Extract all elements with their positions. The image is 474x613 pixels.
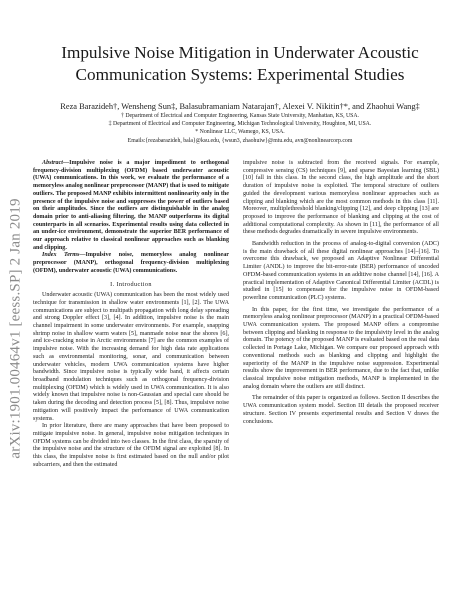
abstract-label: Abstract [42, 160, 63, 166]
arxiv-id-text: arXiv:1901.00464v1 [eess.SP] 2 Jan 2019 [7, 198, 24, 459]
right-column [243, 160, 439, 426]
author-emails: Emails:{rezabarazideh, bala}@ksu.edu, {wsun3, zhaohuiw}@mtu.edu, avn@nonlinearcorp.com [127, 138, 353, 144]
affiliation-nonlinear: * Nonlinear LLC, Wamego, KS, USA. [195, 129, 285, 135]
author-list: Reza Barazideh†, Wensheng Sun‡, Balasubramaniam Natarajan†, Alexei V. Nikitin†*, and Zhaohui Wang‡ [60, 102, 420, 111]
title-line-1: Impulsive Noise Mitigation in Underwater Acoustic [61, 43, 419, 62]
right-paragraph-1: impulsive noise is subtracted from the received signals. For example, compressive sensing (CS) techniques [9], and sparse Bayesian learning (SBL) [10] fall in this class. In the second class, the high amplitude and the short duration of impulsive noise is exploited. The temporal structure of outliers guided the development various memoryless nonlinear approaches such as clipping and blanking which are the most common methods in this class [11]. Moreover, multiplethreshold blanking/clipping [12], and deep clipping [13] are proposed to improve the performance of blanking and clipping at the cost of additional computational complexity. As shown in [11], the performance of all these methods degrades dramatically in severe impulsive environments. [243, 160, 439, 236]
paper-title [30, 42, 450, 86]
affiliation-mtu: ‡ Department of Electrical and Computer Engineering, Michigan Technological University, Houghton, MI, USA. [108, 121, 372, 127]
left-column [33, 160, 229, 469]
index-terms [33, 252, 229, 275]
index-terms-label: Index Terms [42, 252, 80, 259]
title-line-2: Communication Systems: Experimental Studies [75, 65, 405, 84]
arxiv-identifier [6, 190, 26, 470]
abstract [33, 160, 229, 252]
right-paragraph-3: In this paper, for the first time, we investigate the performance of a memoryless analog nonlinear preprocessor (MANP) in a practical OFDM-based UWA communication system. The proposed MANP offers a compromise between clipping and blanking in response to the impulsivity level in the analog domain. The potency of the proposed MANP is evaluated based on the real data collected in Portage Lake, Michigan. We compare our proposed approach with conventional methods such as blanking and clipping and highlight the superiority of the MANP in the impulsive noise suppression. Experimental results show the improvement in BER performance, due to the fact that, unlike classical impulsive noise mitigation methods, MANP is implemented in the analog domain where the outliers are still distinct. [243, 306, 439, 390]
right-paragraph-2: Bandwidth reduction in the process of analog-to-digital conversion (ADC) is the main drawback of all these digital nonlinear approaches [14]–[16]. To overcome this drawback, we proposed an Adaptive Nonlinear Differential Limiter (ANDL) to improve the bit-error-rate (BER) performance of uncoded OFDM-based communication systems in an additive noise channel [14], [16]. A practical implementation of Adaptive Canonical Differential Limiter (ACDL) is studied in [15] to compensate for the impulsive noise in OFDM-based powerline communication (PLC) systems. [243, 241, 439, 301]
intro-paragraph-2: In prior literature, there are many approaches that have been proposed to mitigate impulsive noise. In general, impulsive noise mitigation techniques in OFDM systems can be divided into two classes. In the first class, the sparsity of the impulsive noise and the structure of the OFDM signal are exploited [8]. In this class, the impulsive noise is first estimated based on the null and/or pilot subcarriers, and then the estimated [33, 423, 229, 468]
right-paragraph-4: The remainder of this paper is organized as follows. Section II describes the UWA communication system model. Section III details the proposed receiver structure. Section IV presents experimental results and Section V draws the conclusions. [243, 395, 439, 425]
index-terms-text: —Impulsive noise, memoryless analog nonlinear preprocessor (MANP), orthogonal frequency-division multiplexing (OFDM), underwater acoustic (UWA) communications. [33, 252, 229, 274]
intro-paragraph-1: Underwater acoustic (UWA) communication has been the most widely used technique for transmission in shallow water environments [1], [2]. The UWA communications are subject to multipath propagation with long delay spreading and strong Doppler effect [3], [4]. In addition, impulsive noise is the main channel impairment in some underwater environments. For example, snapping shrimp noise in shallow warm waters [5], manmade noise near the shores [6], and ice-cracking noise in Arctic environments [7] are the common examples of impulsive noise. With the increasing demand for high data rate applications such as environmental monitoring, sonar, and communication between underwater vehicles, modern UWA communication systems have higher bandwidth. Since impulsive noise is typically wide band, it affects certain broadband modulation techniques such as orthogonal frequency-division multiplexing (OFDM) which is widely used in UWA communication. It is also widely known that impulsive noise is non-Gaussian and special care should be taken during the decoding and detection process [5], [8]. Thus, impulsive noise mitigation will positively impact the performance of UWA communication systems. [33, 292, 229, 422]
affiliation-ksu: † Department of Electrical and Computer Engineering, Kansas State University, Manhattan, KS, USA. [120, 113, 360, 119]
abstract-text: —Impulsive noise is a major impediment to orthogonal frequency-division multiplexing (OFDM) based underwater acoustic (UWA) communications. In this work, we evaluate the performance of a memoryless analog nonlinear preprocessor (MANP) that is used to mitigate outliers. The proposed MANP exhibits intermittent nonlinearity only in the presence of the impulsive noise and suppresses the power of outliers based on their amplitudes. Since the outliers are distinguishable in the analog domain prior to anti-aliasing filtering, the MANP outperforms its digital counterparts in all scenarios. Experimental results using data collected in an under-ice environment, demonstrate the superior BER performance of our approach relative to classical nonlinear approaches such as blanking and clipping. [33, 160, 229, 251]
section-heading-introduction: I. Introduction [110, 280, 152, 288]
